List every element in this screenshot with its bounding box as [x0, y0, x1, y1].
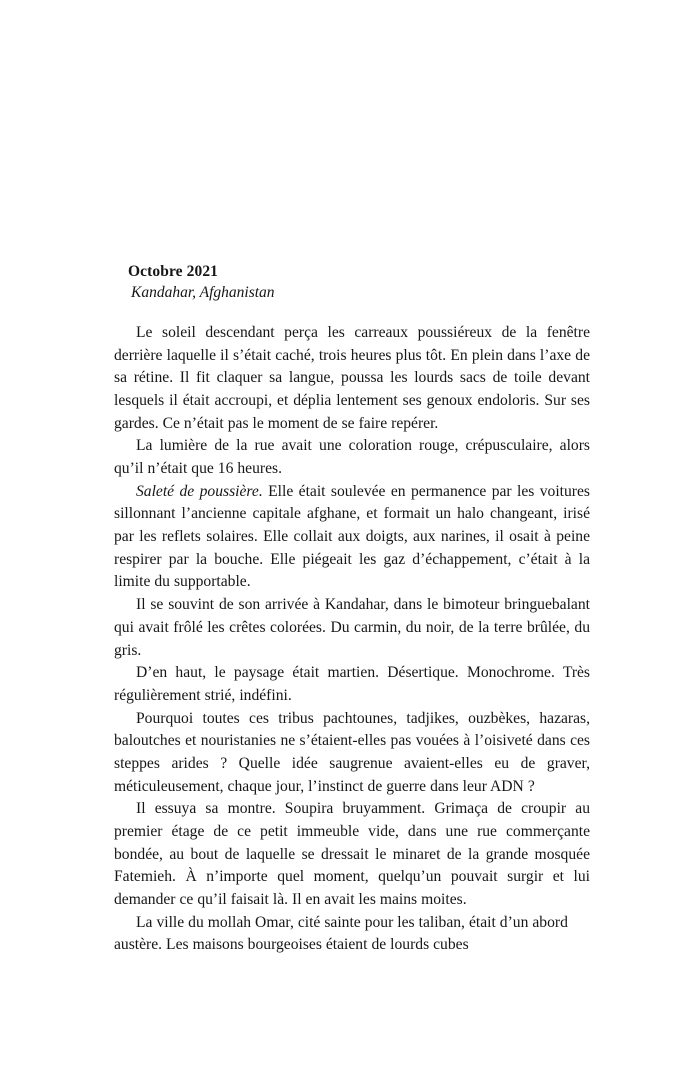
paragraph-remainder: Elle était soulevée en permanence par les voitures sillonnant l’ancienne capitale afghane, et formait un halo changeant, irisé par les reflets solaires. Elle collait aux doigts, aux narines, il osait à peine respirer par la bouche. Elle piégeait les gaz d’échappement, c’était à la limite du supportable.	[114, 482, 590, 591]
scene-heading-date: Octobre 2021	[128, 263, 219, 280]
scene-heading-place: Kandahar, Afghanistan	[131, 284, 275, 302]
paragraph: Pourquoi toutes ces tribus pachtounes, tadjikes, ouzbèkes, hazaras, baloutches et nouristanies ne s’étaient-elles pas vouées à l’oisiveté dans ces steppes arides ? Quelle idée saugrenue avaient-elles eu de graver, méticuleusement, chaque jour, l’instinct de guerre dans leur ADN ?	[114, 709, 590, 795]
italic-lead-in: Saleté de poussière.	[136, 482, 263, 500]
paragraph: Le soleil descendant perça les carreaux poussiéreux de la fenêtre derrière laquelle il s’était caché, trois heures plus tôt. En plein dans l’axe de sa rétine. Il fit claquer sa langue, poussa les lourds sacs de toile devant lesquels il était accroupi, et déplia lentement ses genoux endoloris. Sur ses gardes. Ce n’était pas le moment de se faire repérer.	[114, 323, 590, 432]
paragraph: Il essuya sa montre. Soupira bruyamment. Grimaça de croupir au premier étage de ce petit immeuble vide, dans une rue commerçante bondée, au bout de laquelle se dressait le minaret de la grande mosquée Fatemieh. À n’importe quel moment, quelqu’un pouvait surgir et lui demander ce qu’il faisait là. Il en avait les mains moites.	[114, 800, 590, 909]
paragraph: La lumière de la rue avait une coloration rouge, crépusculaire, alors qu’il n’était que 16 heures.	[114, 437, 590, 478]
paragraph-with-italic-lead	[114, 481, 590, 594]
paragraph: Il se souvint de son arrivée à Kandahar, dans le bimoteur bringuebalant qui avait frôlé les crêtes colorées. Du carmin, du noir, de la terre brûlée, du gris.	[114, 596, 590, 659]
scene-heading	[114, 262, 590, 304]
paragraph: La ville du mollah Omar, cité sainte pour les taliban, était d’un abord austère. Les maisons bourgeoises étaient de lourds cubes	[114, 913, 568, 954]
paragraph: D’en haut, le paysage était martien. Désertique. Monochrome. Très régulièrement strié, indéfini.	[114, 664, 590, 704]
text-column	[114, 262, 590, 957]
